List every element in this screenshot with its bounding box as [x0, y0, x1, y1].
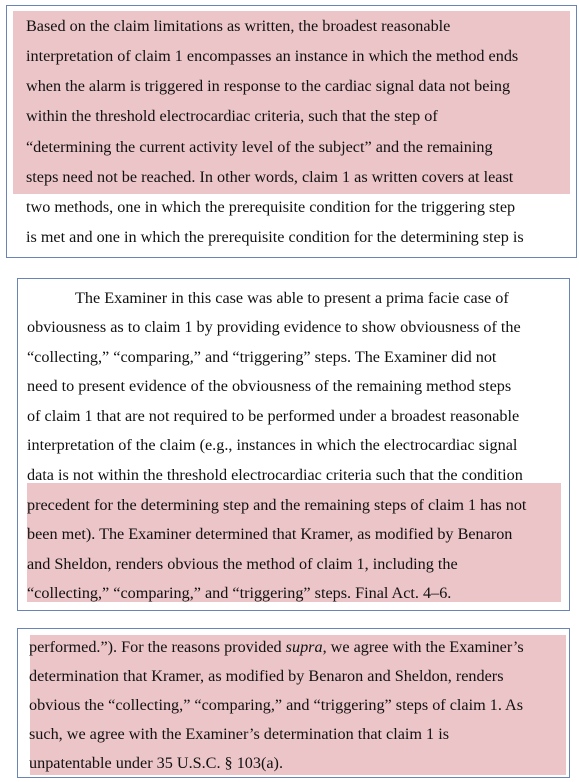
text-line: Based on the claim limitations as written, the broadest reasonable: [26, 17, 451, 35]
text-line: and Sheldon, renders obvious the method of claim 1, including the: [27, 555, 458, 573]
text-line: unpatentable under 35 U.S.C. § 103(a).: [29, 754, 283, 772]
text-line: such, we agree with the Examiner’s determination that claim 1 is: [29, 725, 449, 743]
text-line: “determining the current activity level of the subject” and the remaining: [26, 138, 493, 156]
text-line: is met and one in which the prerequisite condition for the determining step is: [26, 228, 524, 246]
text-line: precedent for the determining step and the remaining steps of claim 1 has not: [27, 496, 527, 514]
emphasis-text: supra: [285, 638, 323, 656]
text-line: been met). The Examiner determined that Kramer, as modified by Benaron: [27, 525, 513, 543]
text-line: steps need not be reached. In other words, claim 1 as written covers at least: [26, 168, 514, 186]
text-line: need to present evidence of the obviousness of the remaining method steps: [27, 377, 512, 395]
text-line: data is not within the threshold electrocardiac criteria such that the condition: [27, 466, 523, 484]
text-line: “collecting,” “comparing,” and “triggering” steps. Final Act. 4–6.: [27, 584, 452, 602]
text-line: [29, 637, 524, 657]
excerpt-box-2: [17, 278, 570, 611]
text-line: two methods, one in which the prerequisite condition for the triggering step: [26, 198, 516, 216]
text-line: “collecting,” “comparing,” and “triggering” steps. The Examiner did not: [27, 348, 497, 366]
excerpt-box-1: [6, 5, 577, 258]
text-line: obvious the “collecting,” “comparing,” and “triggering” steps of claim 1. As: [29, 696, 524, 714]
text-line: within the threshold electrocardiac criteria, such that the step of: [26, 107, 438, 125]
text-segment: , we agree with the Examiner’s: [322, 638, 524, 656]
excerpt-box-3: [17, 628, 570, 778]
text-line: The Examiner in this case was able to present a prima facie case of: [75, 289, 509, 307]
text-line: of claim 1 that are not required to be performed under a broadest reasonable: [27, 407, 520, 425]
text-line: when the alarm is triggered in response to the cardiac signal data not being: [26, 77, 511, 95]
text-line: interpretation of the claim (e.g., instances in which the electrocardiac signal: [27, 436, 518, 454]
text-line: interpretation of claim 1 encompasses an instance in which the method ends: [26, 47, 519, 65]
text-segment: performed.”). For the reasons provided: [29, 638, 286, 656]
text-line: obviousness as to claim 1 by providing evidence to show obviousness of the: [27, 318, 521, 336]
text-line: determination that Kramer, as modified by Benaron and Sheldon, renders: [29, 667, 504, 685]
